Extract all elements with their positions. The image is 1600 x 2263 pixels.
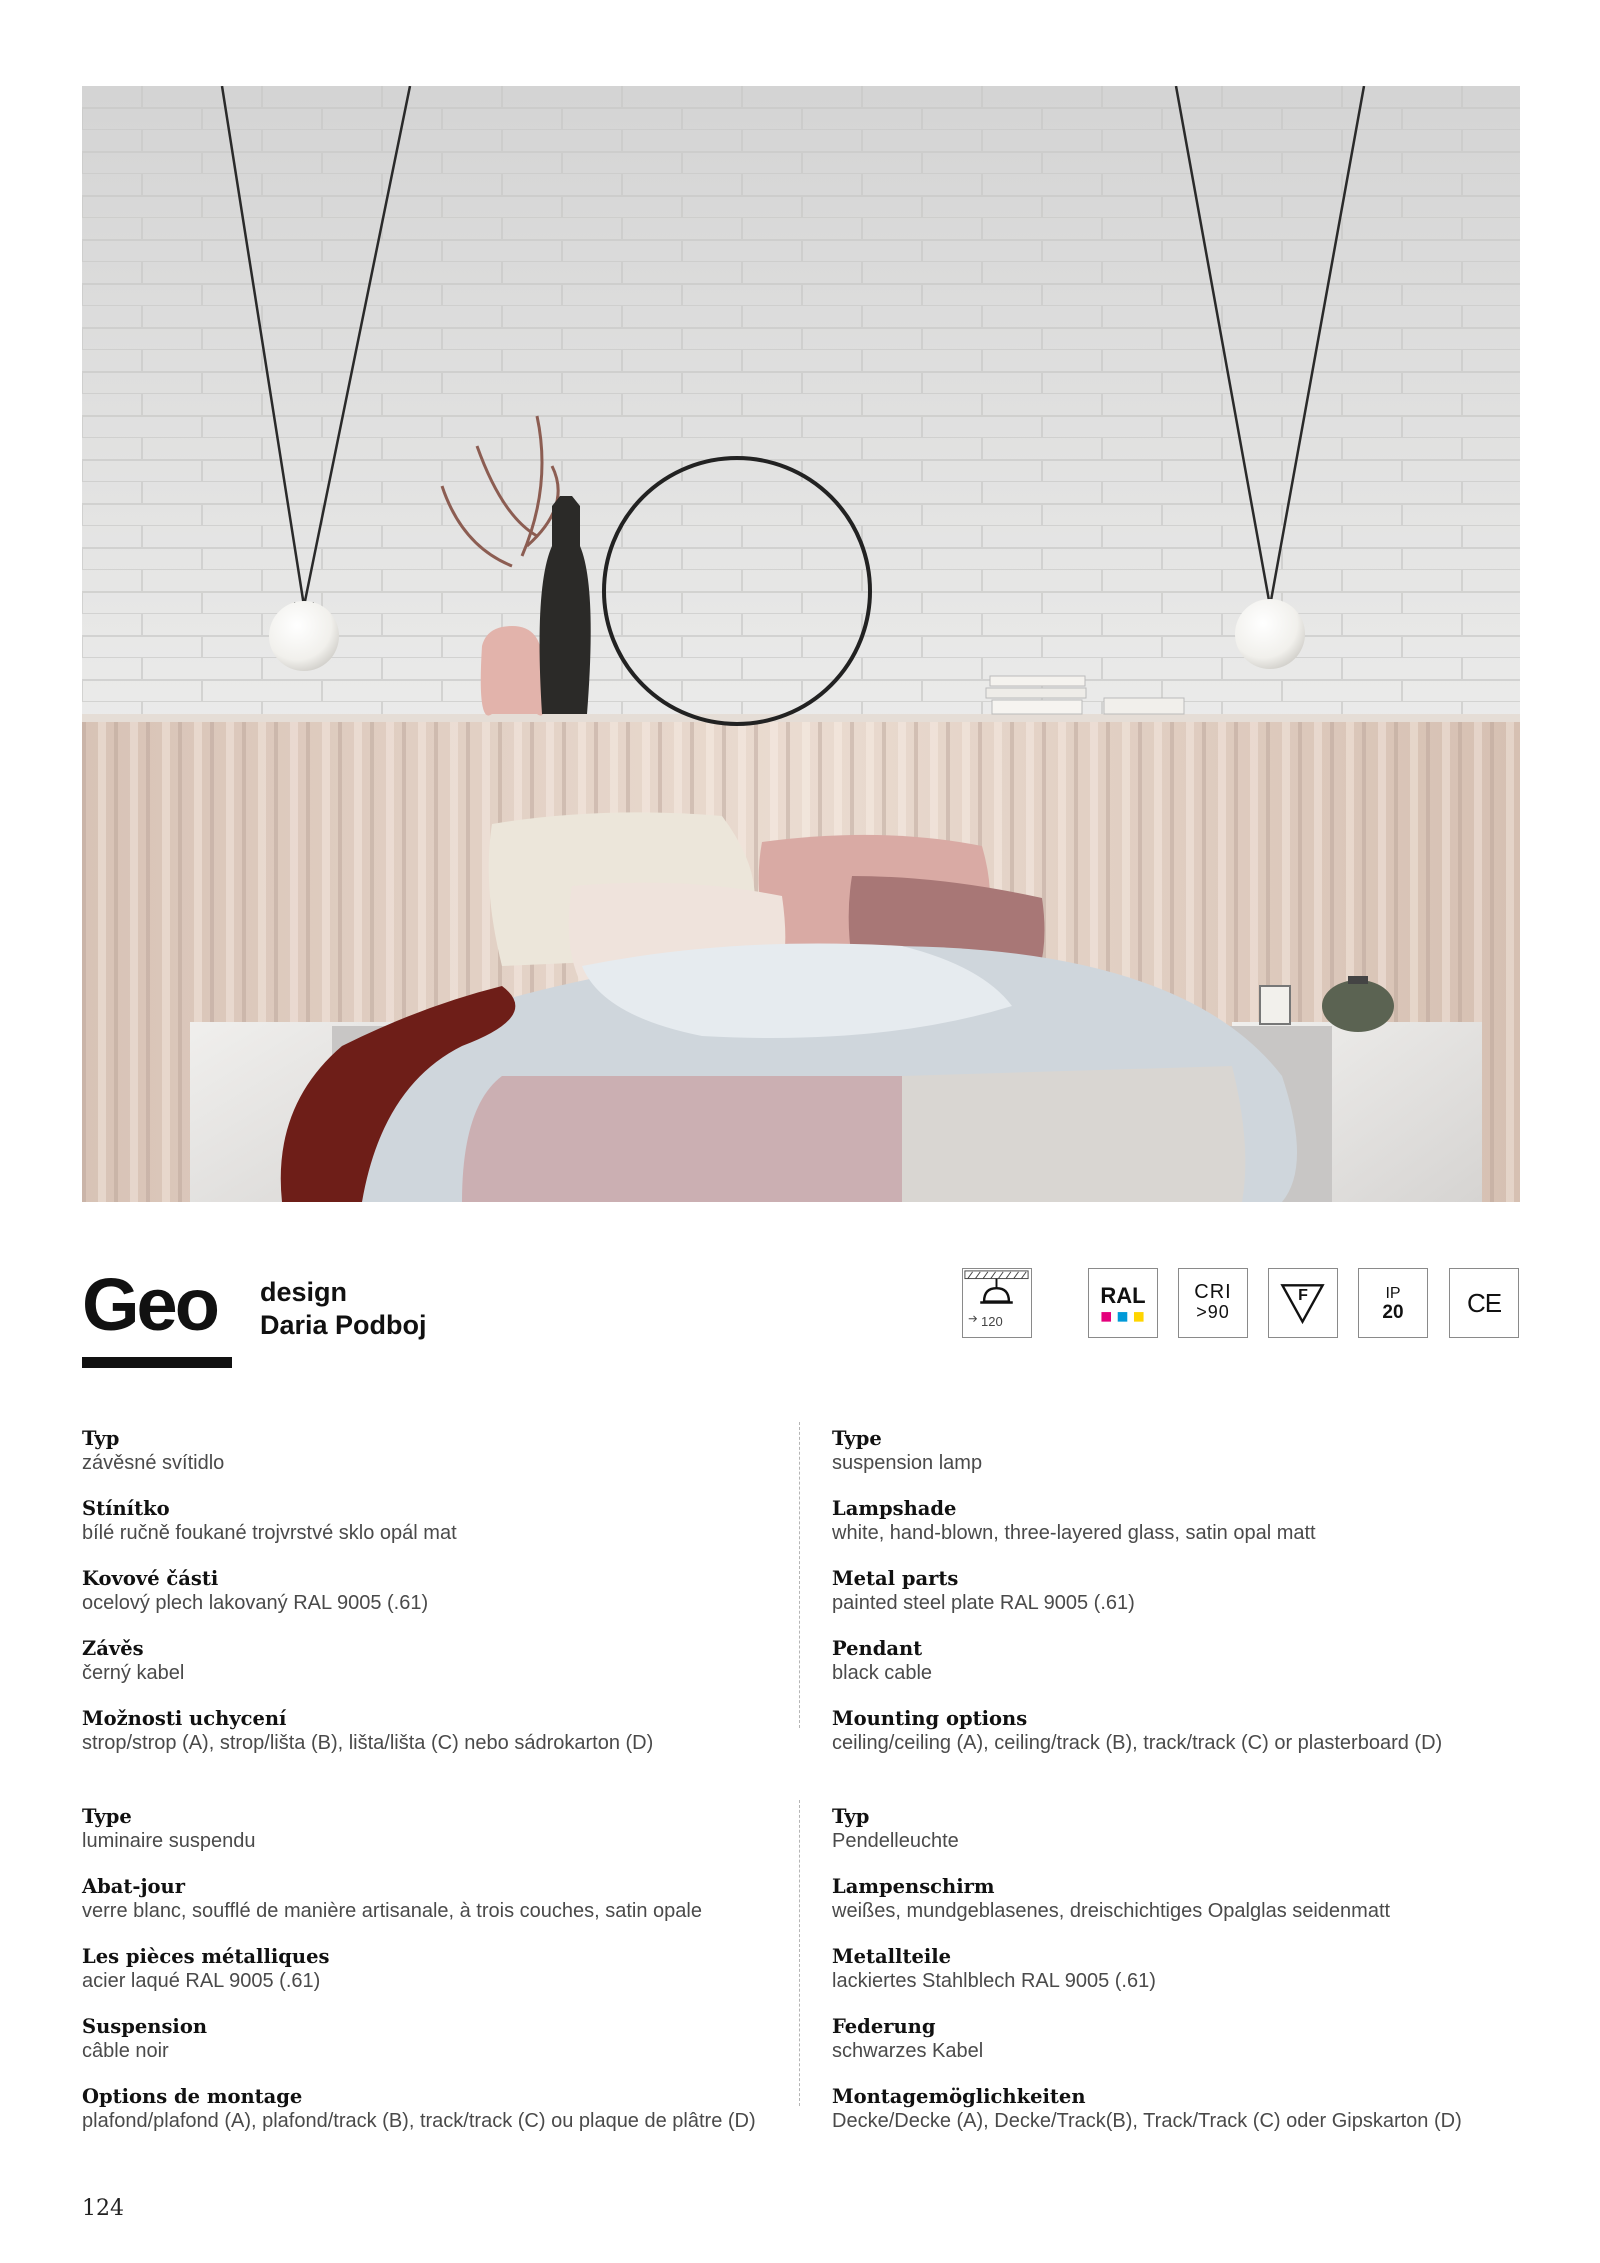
spec-value: černý kabel bbox=[82, 1662, 185, 1684]
spec-value: white, hand-blown, three-layered glass, satin opal matt bbox=[832, 1522, 1316, 1544]
spec-label: Metal parts bbox=[832, 1567, 959, 1590]
spec-label: Kovové části bbox=[82, 1567, 219, 1590]
spec-item bbox=[832, 1804, 1532, 1854]
cri-value: >90 bbox=[1196, 1302, 1230, 1322]
ip-rating-icon bbox=[1358, 1268, 1428, 1338]
spec-item bbox=[82, 1426, 782, 1476]
spec-item bbox=[832, 1496, 1532, 1546]
spec-label: Les pièces métalliques bbox=[82, 1945, 330, 1968]
spec-item bbox=[82, 2014, 782, 2064]
spec-value: bílé ručně foukané trojvrstvé sklo opál mat bbox=[82, 1522, 457, 1544]
spec-label: Možnosti uchycení bbox=[82, 1707, 287, 1730]
spec-item bbox=[832, 1426, 1532, 1476]
spec-value: schwarzes Kabel bbox=[832, 2040, 984, 2062]
suspension-mount-icon bbox=[962, 1268, 1032, 1338]
spec-value: Pendelleuchte bbox=[832, 1830, 959, 1852]
hero-photo bbox=[82, 86, 1520, 1202]
spec-value: câble noir bbox=[82, 2040, 169, 2062]
spec-item bbox=[82, 1636, 782, 1686]
ip-label: IP bbox=[1385, 1285, 1401, 1302]
spec-item bbox=[82, 2084, 782, 2134]
spec-value: ceiling/ceiling (A), ceiling/track (B), track/track (C) or plasterboard (D) bbox=[832, 1732, 1443, 1754]
spec-value: strop/strop (A), strop/lišta (B), lišta/lišta (C) nebo sádrokarton (D) bbox=[82, 1732, 654, 1754]
spec-block-german bbox=[832, 1804, 1532, 2154]
product-name: Geo bbox=[82, 1263, 217, 1346]
column-divider-top bbox=[799, 1422, 800, 1728]
spec-value: luminaire suspendu bbox=[82, 1830, 256, 1852]
spec-value: acier laqué RAL 9005 (.61) bbox=[82, 1970, 321, 1992]
spec-label: Mounting options bbox=[832, 1707, 1028, 1730]
ral-text: RAL bbox=[1100, 1283, 1146, 1308]
spec-label: Typ bbox=[832, 1805, 870, 1828]
spec-label: Suspension bbox=[82, 2015, 208, 2038]
design-credit bbox=[260, 1276, 427, 1342]
page-number: 124 bbox=[82, 2196, 124, 2221]
spec-label: Options de montage bbox=[82, 2085, 303, 2108]
spec-label: Lampshade bbox=[832, 1497, 957, 1520]
cri-icon bbox=[1178, 1268, 1248, 1338]
ral-color-icon bbox=[1088, 1268, 1158, 1338]
spec-item bbox=[832, 2084, 1532, 2134]
spec-item bbox=[832, 1874, 1532, 1924]
spec-label: Abat-jour bbox=[82, 1875, 186, 1898]
spec-item bbox=[832, 1706, 1532, 1756]
spec-label: Metallteile bbox=[832, 1945, 952, 1968]
ip-value: 20 bbox=[1382, 1302, 1404, 1323]
spec-value: lackiertes Stahlblech RAL 9005 (.61) bbox=[832, 1970, 1156, 1992]
spec-label: Type bbox=[82, 1805, 132, 1828]
spec-value: weißes, mundgeblasenes, dreischichtiges Opalglas seidenmatt bbox=[832, 1900, 1391, 1922]
ce-mark-text: CE bbox=[1466, 1288, 1502, 1318]
spec-block-czech bbox=[82, 1426, 782, 1776]
spec-item bbox=[82, 1496, 782, 1546]
f-mark-text: F bbox=[1298, 1287, 1308, 1304]
spec-label: Federung bbox=[832, 2015, 936, 2038]
cri-label: CRI bbox=[1194, 1281, 1232, 1303]
title-underline bbox=[82, 1357, 232, 1368]
spec-value: black cable bbox=[832, 1662, 933, 1684]
designer-name: Daria Podboj bbox=[260, 1310, 427, 1340]
spec-value: ocelový plech lakovaný RAL 9005 (.61) bbox=[82, 1592, 429, 1614]
spec-item bbox=[82, 1706, 782, 1756]
spec-item bbox=[832, 1944, 1532, 1994]
spec-label: Montagemöglichkeiten bbox=[832, 2085, 1086, 2108]
spec-label: Type bbox=[832, 1427, 882, 1450]
spec-item bbox=[82, 1874, 782, 1924]
spec-label: Pendant bbox=[832, 1637, 923, 1660]
spec-value: Decke/Decke (A), Decke/Track(B), Track/Track (C) oder Gipskarton (D) bbox=[832, 2110, 1462, 2132]
ce-mark-icon bbox=[1449, 1268, 1519, 1338]
spec-block-english bbox=[832, 1426, 1532, 1776]
spec-block-french bbox=[82, 1804, 782, 2154]
mount-height-text: 120 bbox=[981, 1314, 1003, 1329]
spec-item bbox=[82, 1944, 782, 1994]
spec-label: Stínítko bbox=[82, 1497, 170, 1520]
design-label: design bbox=[260, 1277, 348, 1307]
spec-item bbox=[82, 1804, 782, 1854]
f-mark-icon bbox=[1268, 1268, 1338, 1338]
spec-value: painted steel plate RAL 9005 (.61) bbox=[832, 1592, 1135, 1614]
spec-item bbox=[832, 1566, 1532, 1616]
spec-value: závěsné svítidlo bbox=[82, 1452, 225, 1474]
spec-item bbox=[832, 2014, 1532, 2064]
bedroom-scene-image bbox=[82, 86, 1520, 1202]
spec-item bbox=[832, 1636, 1532, 1686]
spec-label: Závěs bbox=[82, 1637, 144, 1660]
spec-label: Lampenschirm bbox=[832, 1875, 995, 1898]
spec-label: Typ bbox=[82, 1427, 120, 1450]
spec-value: verre blanc, soufflé de manière artisanale, à trois couches, satin opale bbox=[82, 1900, 702, 1922]
column-divider-bottom bbox=[799, 1800, 800, 2106]
spec-value: suspension lamp bbox=[832, 1452, 983, 1474]
spec-item bbox=[82, 1566, 782, 1616]
spec-value: plafond/plafond (A), plafond/track (B), track/track (C) ou plaque de plâtre (D) bbox=[82, 2110, 756, 2132]
